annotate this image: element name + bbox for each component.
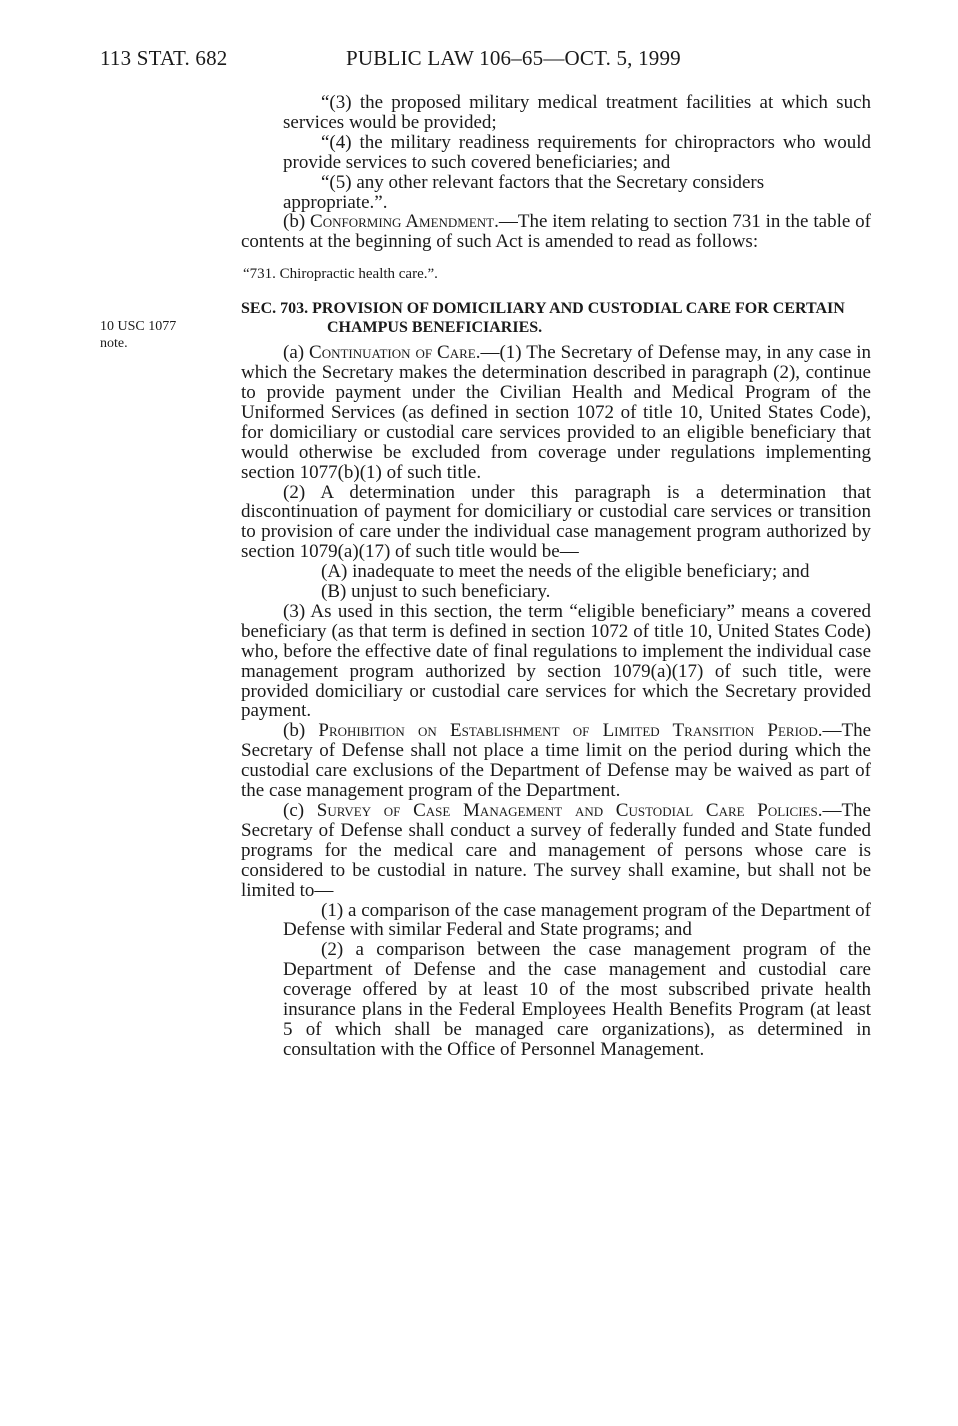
paragraph-item-4: “(4) the military readiness requirements for chiropractors who would provide services to such covered beneficiaries; and (283, 131, 871, 173)
paragraph-a2: (2) A determination under this paragraph is a determination that discontinuation of payment for domiciliary or custodial care services or transition to provision of care under the individual case management program authorized by section 1079(a)(17) of such title would be— (241, 481, 871, 563)
subsection-heading: Continuation of Care. (309, 342, 481, 364)
subsection-text: —The Secretary of Defense shall not place a time limit on the period during which the custodial care exclusions of the Department of Defense may be waived as part of the case management program of the Department. (241, 720, 872, 802)
subsection-text: —(1) The Secretary of Defense may, in any case in which the Secretary makes the determination described in paragraph (2), continue to provide payment under the Civilian Health and Medical Program of the Uniformed Services (as defined in section 1072 of title 10, United States Code), for domiciliary or custodial care services provided to an eligible beneficiary that would otherwise be excluded from coverage under regulations implementing section 1077(b)(1) of such title. (241, 342, 871, 483)
paragraph-item-3: “(3) the proposed military medical treatment facilities at which such services would be provided; (283, 92, 871, 133)
margin-note-suffix: note. (100, 336, 128, 351)
subsection-label: (a) (283, 342, 310, 364)
margin-note-citation: 10 USC 1077 (100, 319, 177, 334)
subparagraph-B: (B) unjust to such beneficiary. (321, 581, 551, 603)
survey-item-1: (1) a comparison of the case management program of the Department of Defense with similar Federal and State programs; and (283, 899, 871, 941)
subsection-a-continuation-of-care (241, 343, 871, 482)
paragraph-item-5: “(5) any other relevant factors that the Secretary considers appropriate.”. (283, 171, 765, 213)
subsection-label: (b) (283, 720, 319, 742)
subsection-label: (c) (283, 800, 317, 821)
table-of-contents-entry: “731. Chiropractic health care.”. (243, 266, 438, 283)
document-body (241, 93, 871, 1060)
subsection-label: (b) (283, 211, 311, 233)
subsection-text: —The item relating to section 731 in the table of contents at the beginning of such Act is amended to read as follows: (241, 211, 872, 253)
subsection-heading: Prohibition on Establishment of Limited Transition Period. (318, 720, 823, 742)
margin-note (100, 318, 220, 352)
subsection-c-survey (241, 801, 871, 901)
subparagraph-A: (A) inadequate to meet the needs of the eligible beneficiary; and (321, 561, 810, 583)
paragraph-a3: (3) As used in this section, the term “eligible beneficiary” means a covered beneficiary (as that term is defined in section 1072 of title 10, United States Code) who, before the effective date of final regulations to implement the individual case management program authorized by section 1079(a)(17) of such title, were provided domiciliary or custodial care services for which the Secretary provided payment. (241, 600, 871, 722)
subsection-b-conforming-amendment (241, 212, 871, 252)
survey-item-2: (2) a comparison between the case management program of the Department of Defense and the case management and custodial care coverage offered by at least 10 of the most subscribed private health insurance plans in the Federal Employees Health Benefits Program (at least 5 of which shall be managed care organizations), as determined in consultation with the Office of Personnel Management. (283, 939, 871, 1060)
subsection-b-prohibition (241, 721, 871, 801)
public-law-reference: PUBLIC LAW 106–65—OCT. 5, 1999 (346, 46, 681, 70)
subsection-heading: Survey of Case Management and Custodial Care Policies. (316, 800, 823, 821)
subsection-heading: Conforming Amendment. (310, 211, 499, 233)
section-heading: SEC. 703. PROVISION OF DOMICILIARY AND CUSTODIAL CARE FOR CERTAIN CHAMPUS BENEFICIARIES. (241, 300, 845, 337)
statute-page-reference: 113 STAT. 682 (100, 46, 228, 70)
subsection-text: —The Secretary of Defense shall conduct a survey of federally funded and State funded programs for the medical care and management of persons whose care is considered to be custodial in nature. The survey shall examine, but shall not be limited to— (241, 800, 871, 901)
